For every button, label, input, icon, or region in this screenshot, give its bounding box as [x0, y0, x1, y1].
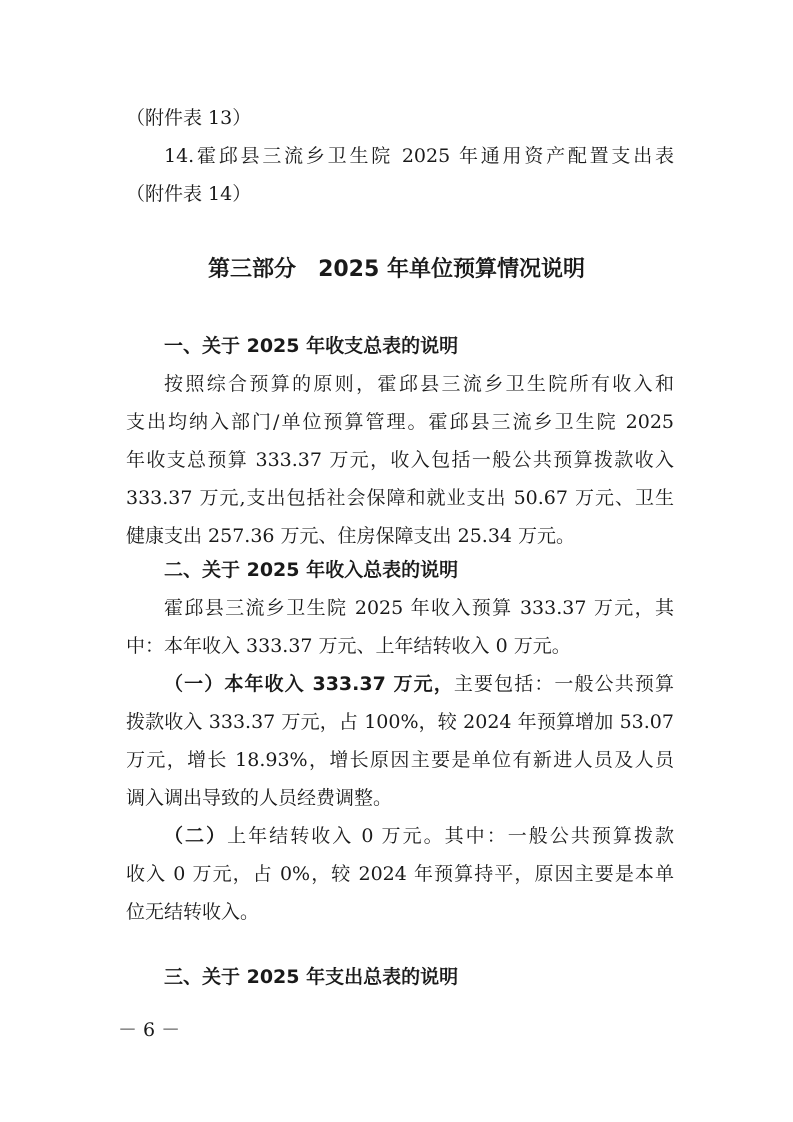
sec2-p2-line-2: 收入 0 万元，占 0%，较 2024 年预算持平，原因主要是本单: [126, 863, 674, 885]
sec2-line-2: 中：本年收入 333.37 万元、上年结转收入 0 万元。: [126, 635, 571, 657]
sec2-p1-line-3: 万元，增长 18.93%，增长原因主要是单位有新进人员及人员: [126, 749, 674, 771]
sec1-line-5: 健康支出 257.36 万元、住房保障支出 25.34 万元。: [126, 525, 576, 547]
sec3-heading: 三、关于 2025 年支出总表的说明: [164, 966, 459, 988]
sec2-p1-line-2: 拨款收入 333.37 万元，占 100%，较 2024 年预算增加 53.07: [126, 711, 674, 733]
sec2-p2-line-1: [164, 819, 674, 853]
page-number: － 6 －: [118, 1019, 181, 1041]
sec2-p2-bold: （二）: [164, 825, 228, 847]
section-title-part: 第三部分: [208, 257, 297, 282]
sec2-p1-line-4: 调入调出导致的人员经费调整。: [126, 787, 393, 809]
sec2-p2-rest: 上年结转收入 0 万元。其中：一般公共预算拨款: [227, 825, 674, 847]
sec1-line-4: 333.37 万元,支出包括社会保障和就业支出 50.67 万元、卫生: [126, 487, 674, 509]
intro-line-2: 14.霍邱县三流乡卫生院 2025 年通用资产配置支出表: [164, 145, 674, 167]
sec2-p2-line-3: 位无结转收入。: [126, 901, 260, 923]
sec2-p1-bold: （一）本年收入 333.37 万元，: [164, 673, 454, 695]
sec1-line-1: 按照综合预算的原则，霍邱县三流乡卫生院所有收入和: [164, 373, 674, 395]
section-title: [0, 250, 793, 290]
sec1-line-3: 年收支总预算 333.37 万元，收入包括一般公共预算拨款收入: [126, 449, 674, 471]
section-title-text: 2025 年单位预算情况说明: [318, 257, 585, 282]
sec2-p1-rest: 主要包括：一般公共预算: [453, 673, 674, 695]
intro-line-3: （附件表 14）: [126, 183, 252, 205]
intro-line-1: （附件表 13）: [126, 107, 252, 129]
sec1-heading: 一、关于 2025 年收支总表的说明: [164, 335, 459, 357]
sec2-line-1: 霍邱县三流乡卫生院 2025 年收入预算 333.37 万元，其: [164, 597, 674, 619]
sec2-heading: 二、关于 2025 年收入总表的说明: [164, 559, 459, 581]
sec2-p1-line-1: [164, 667, 674, 701]
sec1-line-2: 支出均纳入部门/单位预算管理。霍邱县三流乡卫生院 2025: [126, 411, 674, 433]
